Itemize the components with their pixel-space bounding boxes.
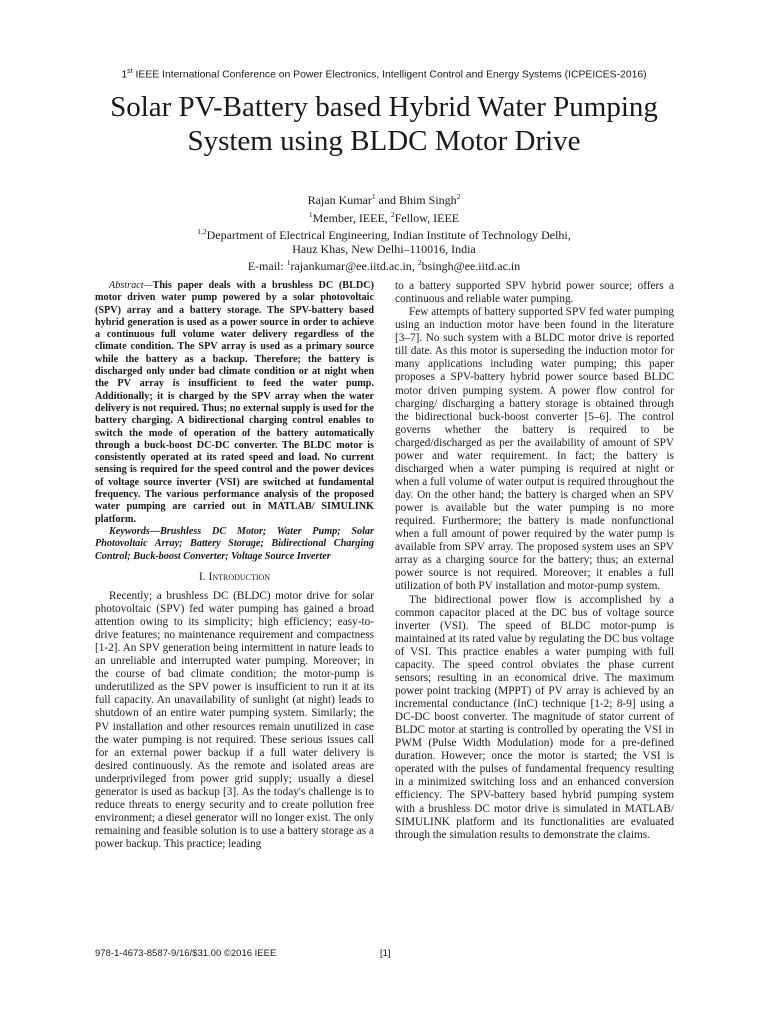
author-2-sup: 2 bbox=[456, 192, 461, 201]
email-line bbox=[120, 256, 648, 274]
section-heading-introduction: I. Introduction bbox=[198, 570, 271, 583]
affiliation-sup: 1,2 bbox=[197, 227, 207, 237]
email-1: rajankumar@ee.iitd.ac.in, bbox=[290, 259, 418, 274]
author-1: Rajan Kumar bbox=[307, 193, 372, 207]
left-column bbox=[95, 280, 374, 851]
author-1-sup: 1 bbox=[371, 192, 376, 201]
footer-isbn: 978-1-4673-8587-9/16/$31.00 ©2016 IEEE bbox=[95, 948, 277, 959]
abstract-body: This paper deals with a brushless DC (BLDC) motor driven water pump powered by a solar photovoltaic (SPV) array and a battery storage. The SPV-battery based hybrid generation is used as a power source in order to achieve a continuous full volume water delivery regardless of the climate condition. The SPV array is used as a primary source while the battery as a backup. Therefore; the battery is discharged only under bad climate condition or at night when the PV array is insufficient to feed the water pump. Additionally; it is charged by the SPV array when the water delivery is not required. Thus; no external supply is used for the battery charging. A bidirectional charging control enables to switch the mode of operation of the battery automatically through a buck-boost DC-DC converter. The BLDC motor is consistently operated at its rated speed and load. No current sensing is required for the speed control and the power devices of voltage source inverter (VSI) are switched at fundamental frequency. The various performance analysis of the proposed water pumping are carried out in MATLAB/ SIMULINK platform. bbox=[95, 280, 374, 525]
paper-title bbox=[40, 90, 728, 158]
conference-ordinal-suffix: st bbox=[127, 68, 133, 75]
right-column bbox=[395, 280, 674, 842]
intro-paragraph-continued: to a battery supported SPV hybrid power source; offers a continuous and reliable water pumping. bbox=[395, 280, 674, 306]
author-names bbox=[120, 190, 648, 208]
email-label: E-mail: bbox=[247, 259, 287, 274]
intro-paragraph-3: The bidirectional power flow is accomplished by a common capacitor placed at the DC bus of voltage source inverter (VSI). The speed of BLDC motor-pump is maintained at its rated value by regulating the DC bus voltage of VSI. This practice enables a water pumping with full capacity. The speed control obviates the phase current sensors; resulting in an economical drive. The maximum power point tracking (MPPT) of PV array is achieved by an incremental conductance (InC) technique [1-2; 8-9] using a DC-DC boost converter. The magnitude of stator current of BLDC motor at starting is controlled by operating the VSI in PWM (Pulse Width Modulation) mode for a pre-defined duration. However; once the motor is started; the VSI is operated with the pulses of fundamental frequency resulting in a minimized switching loss and an enhanced conversion efficiency. The SPV-battery based hybrid pumping system with a brushless DC motor drive is simulated in MATLAB/ SIMULINK platform and its functionalities are evaluated through the simulation results to demonstrate the claims. bbox=[395, 593, 674, 841]
conference-ordinal: 1 bbox=[121, 69, 128, 81]
title-line-1: Solar PV-Battery based Hybrid Water Pumping bbox=[110, 91, 658, 123]
address: Hauz Khas, New Delhi–110016, India bbox=[292, 241, 476, 256]
role-2-sup: 2 bbox=[390, 209, 395, 219]
role-2: Fellow, IEEE bbox=[394, 210, 460, 225]
role-1: Member, IEEE, bbox=[312, 210, 391, 225]
email-1-sup: 1 bbox=[286, 258, 291, 268]
keywords: Keywords—Brushless DC Motor; Water Pump; Solar Photovoltaic Array; Battery Storage; Bidirectional Charging Control; Buck-boost Converter; Voltage Source Inverter bbox=[95, 525, 374, 562]
affiliation-text: Department of Electrical Engineering, Indian Institute of Technology Delhi, bbox=[206, 228, 571, 243]
conference-header bbox=[0, 68, 768, 80]
intro-paragraph-1: Recently; a brushless DC (BLDC) motor drive for solar photovoltaic (SPV) fed water pumping has gained a broad attention owing to its simplicity; high efficiency; easy-to-drive features; no maintenance requirement and compactness [1-2]. An SPV generation being intermittent in nature leads to an unreliable and interrupted water pumping. Moreover; in the course of bad climate condition; the motor-pump is underutilized as the SPV power is insufficient to run it at its full capacity. An unavailability of sunlight (at night) leads to shutdown of an entire water pumping system. Similarly; the PV installation and other resources remain unutilized in case the water pumping is not required. These serious issues call for an external power backup if a full water delivery is desired continuously. As the remote and isolated areas are underprivileged from power grid supply; usually a diesel generator is used as backup [3]. As the today's challenge is to reduce threats to energy security and to create pollution free environment; a diesel generator will no longer exist. The only remaining and feasible solution is to use a battery storage as a power backup. This practice; leading bbox=[95, 589, 374, 851]
footer-page-number: [1] bbox=[380, 948, 391, 959]
title-line-2: System using BLDC Motor Drive bbox=[187, 125, 581, 157]
email-2: bsingh@ee.iitd.ac.in bbox=[421, 259, 521, 274]
author-2: Bhim Singh bbox=[398, 193, 457, 207]
abstract-lead: Abstract— bbox=[109, 280, 153, 291]
author-roles bbox=[120, 208, 648, 226]
author-block bbox=[120, 190, 648, 274]
abstract bbox=[95, 280, 374, 526]
affiliation bbox=[120, 225, 648, 243]
author-and: and bbox=[375, 193, 399, 207]
conference-name: IEEE International Conference on Power Electronics, Intelligent Control and Energy Systems (ICPEICES-2016) bbox=[132, 69, 647, 81]
email-2-sup: 2 bbox=[417, 258, 422, 268]
intro-paragraph-2: Few attempts of battery supported SPV fed water pumping using an induction motor have been found in the literature [3–7]. No such system with a BLDC motor drive is reported till date. As this motor is superseding the induction motor for many applications including water pumping; this paper proposes a SPV-battery hybrid power source based BLDC motor driven pumping system. A power flow control for charging/ discharging a battery storage is obtained through the bidirectional buck-boost converter [5–6]. The control governs whether the battery is required to be charged/discharged as per the availability of amount of SPV power and water requirement. In fact; the battery is discharged when a water pumping is required at night or when a full volume of water output is required throughout the day. On the other hand; the battery is charged when an SPV power is available but the water pumping is no more required. Furthermore; the battery is made nonfunctional when a full amount of power required by the water pump is available from SPV array. The proposed system uses an SPV array as a charging source for the battery; thus; an external power source is not required. Moreover; it enables a full utilization of both PV installation and motor-pump system. bbox=[395, 306, 674, 593]
role-1-sup: 1 bbox=[308, 209, 313, 219]
